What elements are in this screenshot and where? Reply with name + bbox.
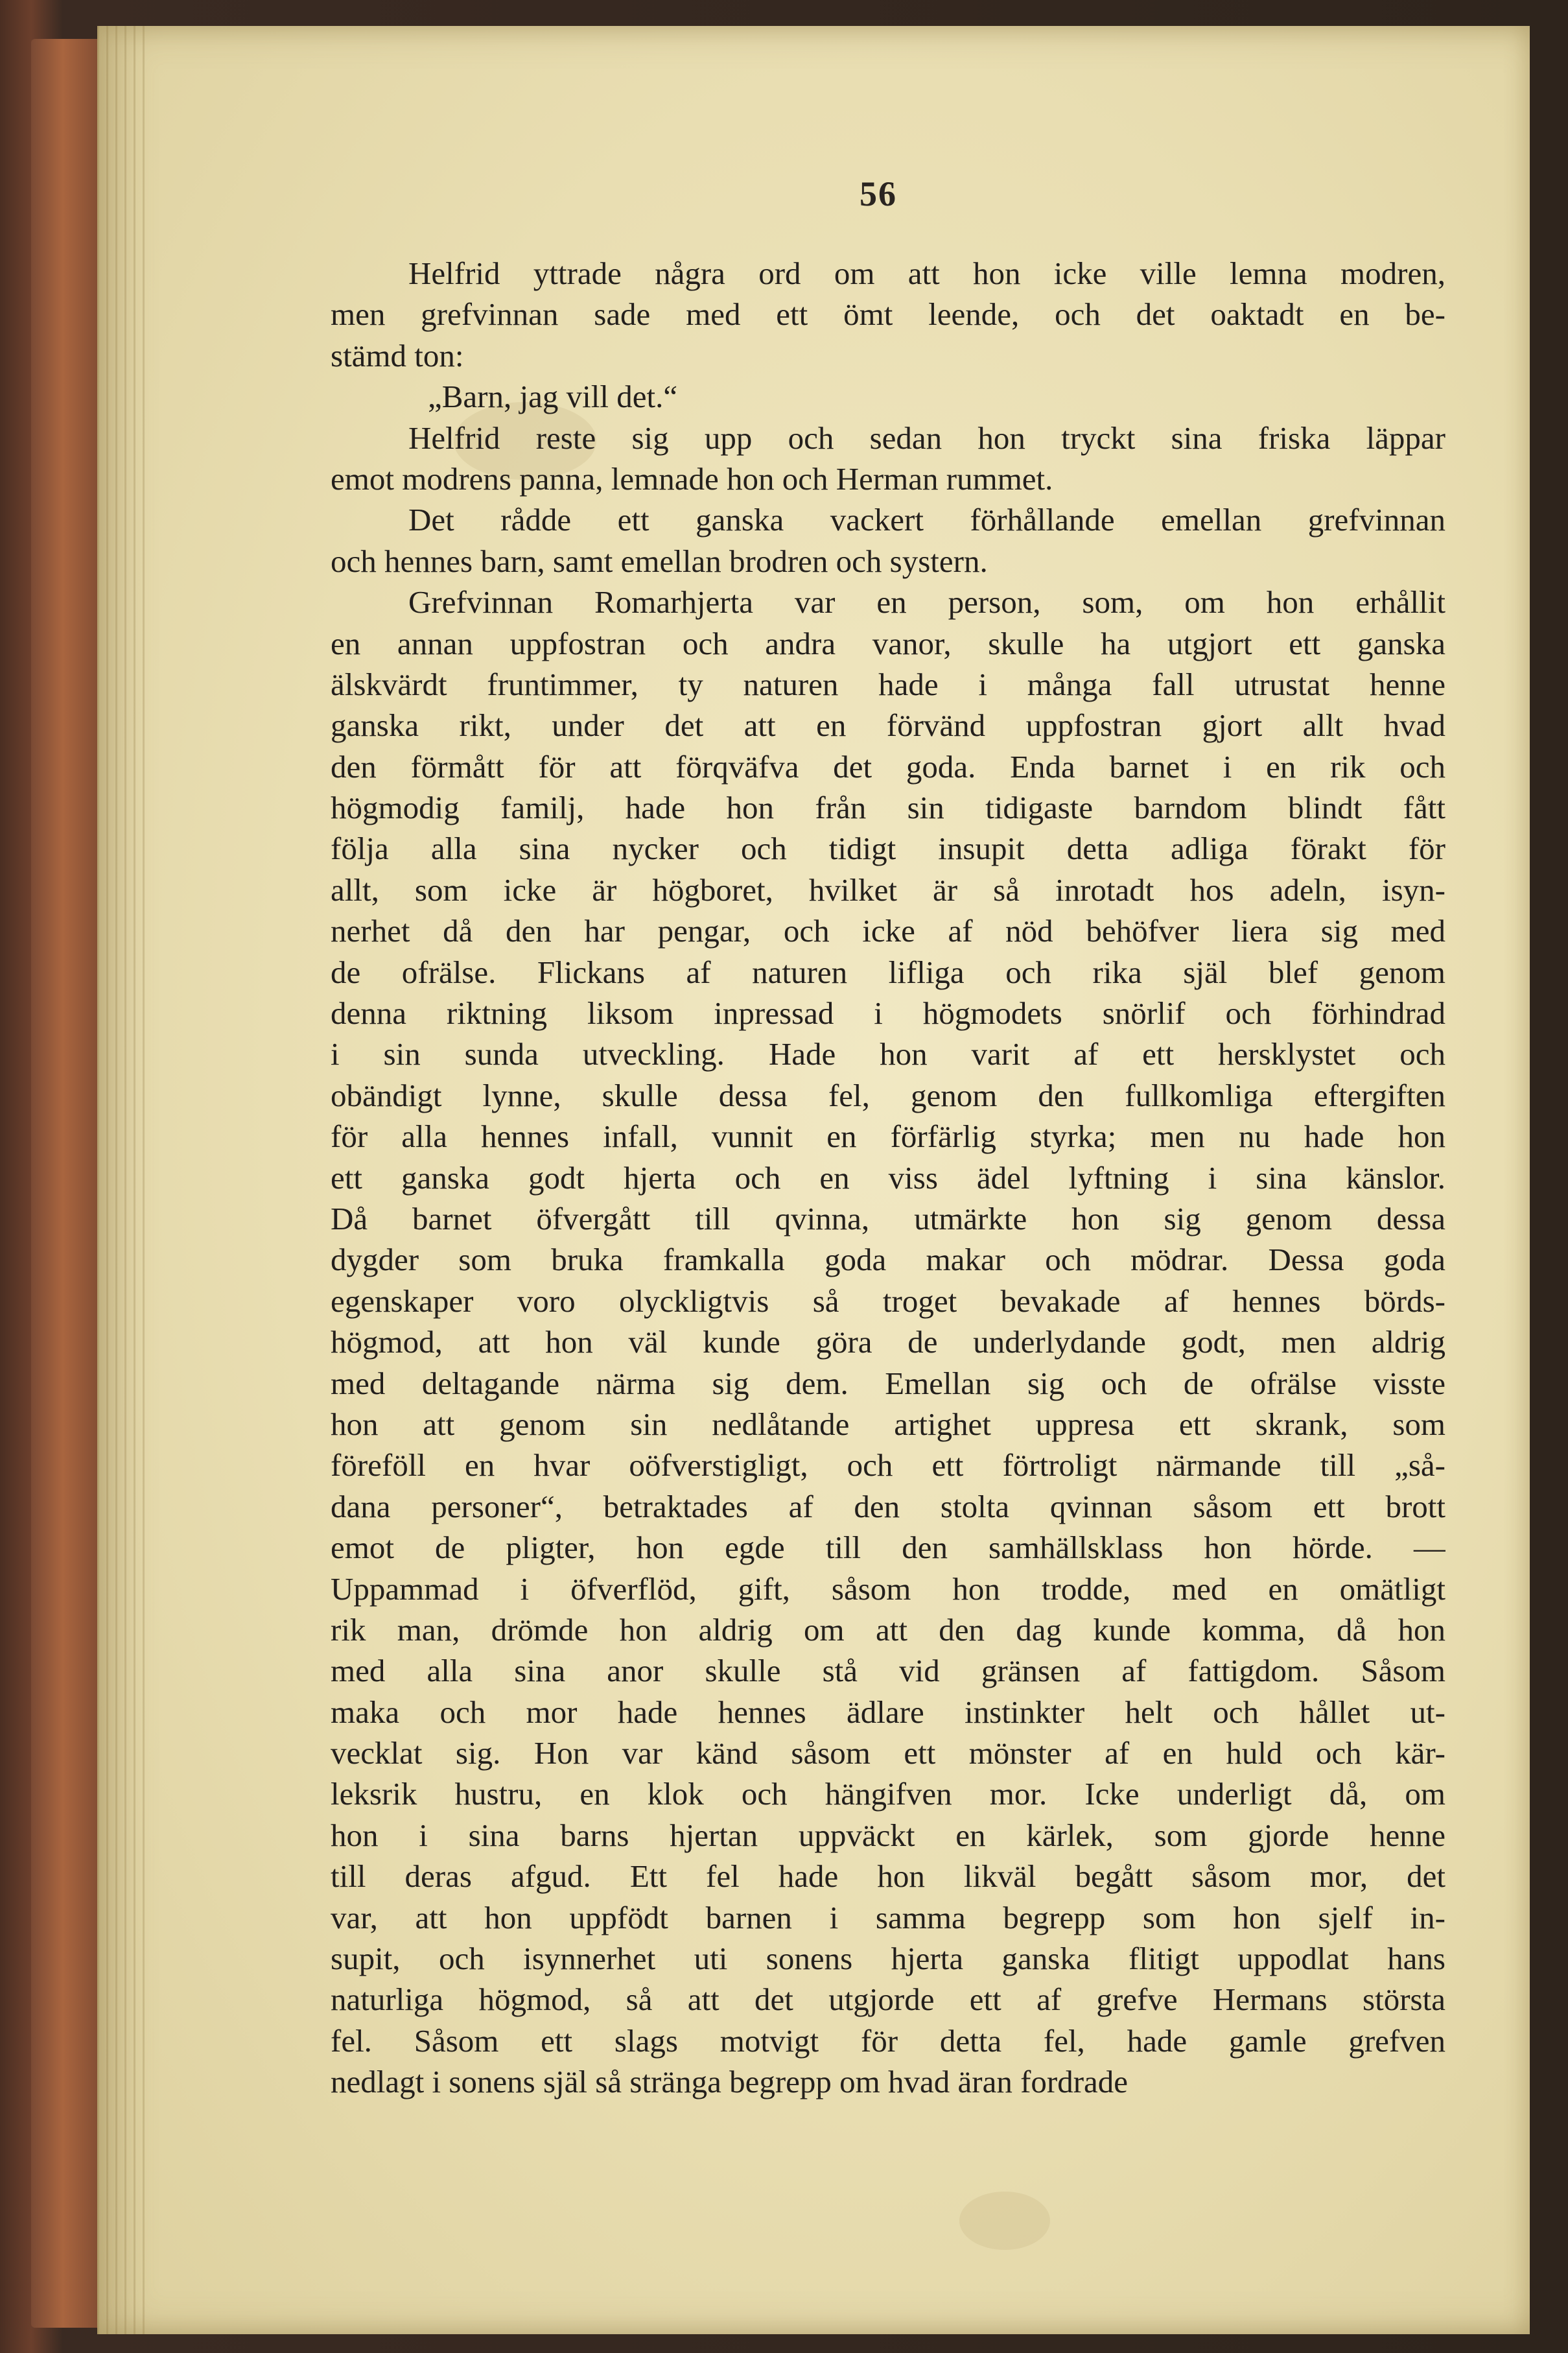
text-line: var, att hon uppfödt barnen i samma begrepp som hon sjelf in- bbox=[331, 1899, 1445, 1935]
paragraph bbox=[331, 499, 1445, 582]
text-line: hon i sina barns hjertan uppväckt en kärlek, som gjorde henne bbox=[331, 1817, 1445, 1853]
text-line: supit, och isynnerhet uti sonens hjerta ganska flitigt uppodlat hans bbox=[331, 1941, 1445, 1977]
page-gutter bbox=[97, 26, 149, 2334]
text-line: ganska rikt, under det att en förvänd uppfostran gjort allt hvad bbox=[331, 707, 1445, 744]
text-line: föreföll en hvar oöfverstigligt, och ett förtroligt närmande till „så- bbox=[331, 1447, 1445, 1484]
text-line: de ofrälse. Flickans af naturen lifliga och rika själ blef genom bbox=[331, 954, 1445, 990]
text-line: Det rådde ett ganska vackert förhållande emellan grefvinnan bbox=[408, 502, 1445, 538]
text-line: „Barn, jag vill det.“ bbox=[428, 379, 678, 415]
text-line: men grefvinnan sade med ett ömt leende, och det oaktadt en be- bbox=[331, 296, 1445, 333]
text-line: ett ganska godt hjerta och en viss ädel lyftning i sina känslor. bbox=[331, 1159, 1445, 1196]
text-line: högmodig familj, hade hon från sin tidigaste barndom blindt fått bbox=[331, 790, 1445, 826]
text-line: dana personer“, betraktades af den stolta qvinnan såsom ett brott bbox=[331, 1488, 1445, 1524]
paragraph bbox=[331, 582, 1445, 2102]
text-line: egenskaper voro olyckligtvis så troget bevakade af hennes börds- bbox=[331, 1283, 1445, 1319]
text-line: denna riktning liksom inpressad i högmodets snörlif och förhindrad bbox=[331, 995, 1445, 1032]
text-line: nerhet då den har pengar, och icke af nöd behöfver liera sig med bbox=[331, 913, 1445, 949]
text-line: Uppammad i öfverflöd, gift, såsom hon trodde, med en omätligt bbox=[331, 1570, 1445, 1607]
paragraph bbox=[331, 253, 1445, 376]
text-line: vecklat sig. Hon var känd såsom ett mönster af en huld och kär- bbox=[331, 1735, 1445, 1771]
text-line: emot modrens panna, lemnade hon och Herman rummet. bbox=[331, 460, 1053, 497]
text-line: en annan uppfostran och andra vanor, skulle ha utgjort ett ganska bbox=[331, 625, 1445, 661]
paragraph bbox=[331, 418, 1445, 500]
text-line: rik man, drömde hon aldrig om att den dag kunde komma, då hon bbox=[331, 1611, 1445, 1648]
paragraph bbox=[331, 376, 1445, 417]
text-line: följa alla sina nycker och tidigt insupit detta adliga förakt för bbox=[331, 831, 1445, 867]
text-line: Då barnet öfvergått till qvinna, utmärkte hon sig genom dessa bbox=[331, 1200, 1445, 1236]
page-number: 56 bbox=[860, 174, 897, 213]
body-text bbox=[331, 253, 1445, 2103]
text-line: den förmått för att förqväfva det goda. Enda barnet i en rik och bbox=[331, 748, 1445, 785]
text-line: dygder som bruka framkalla goda makar och mödrar. Dessa goda bbox=[331, 1242, 1445, 1278]
text-line: fel. Såsom ett slags motvigt för detta fel, hade gamle grefven bbox=[331, 2022, 1445, 2059]
text-line: maka och mor hade hennes ädlare instinkter helt och hållet ut- bbox=[331, 1694, 1445, 1730]
text-line: i sin sunda utveckling. Hade hon varit af ett hersklystet och bbox=[331, 1036, 1445, 1072]
text-line: emot de pligter, hon egde till den samhällsklass hon hörde. — bbox=[331, 1530, 1445, 1566]
text-line: nedlagt i sonens själ så stränga begrepp om hvad äran fordrade bbox=[331, 2064, 1129, 2100]
text-line: obändigt lynne, skulle dessa fel, genom den fullkomliga eftergiften bbox=[331, 1077, 1445, 1113]
text-line: stämd ton: bbox=[331, 337, 464, 373]
text-line: Grefvinnan Romarhjerta var en person, som, om hon erhållit bbox=[408, 584, 1445, 621]
text-line: till deras afgud. Ett fel hade hon likväl begått såsom mor, det bbox=[331, 1858, 1445, 1895]
text-line: Helfrid yttrade några ord om att hon icke ville lemna modren, bbox=[408, 255, 1445, 291]
text-line: och hennes barn, samt emellan brodren och systern. bbox=[331, 543, 988, 579]
text-line: för alla hennes infall, vunnit en förfärlig styrka; men nu hade hon bbox=[331, 1118, 1445, 1155]
text-line: hon att genom sin nedlåtande artighet uppresa ett skrank, som bbox=[331, 1406, 1445, 1442]
text-line: naturliga högmod, så att det utgjorde ett af grefve Hermans största bbox=[331, 1981, 1445, 2018]
text-line: leksrik hustru, en klok och hängifven mor. Icke underligt då, om bbox=[331, 1776, 1445, 1812]
text-line: älskvärdt fruntimmer, ty naturen hade i många fall utrustat henne bbox=[331, 666, 1445, 702]
text-line: högmod, att hon väl kunde göra de underlydande godt, men aldrig bbox=[331, 1324, 1445, 1360]
paper-stain bbox=[959, 2192, 1050, 2250]
text-line: med deltagande närma sig dem. Emellan sig och de ofrälse visste bbox=[331, 1365, 1445, 1401]
text-line: allt, som icke är högboret, hvilket är så inrotadt hos adeln, isyn- bbox=[331, 871, 1445, 908]
text-line: med alla sina anor skulle stå vid gränsen af fattigdom. Såsom bbox=[331, 1653, 1445, 1689]
text-line: Helfrid reste sig upp och sedan hon tryckt sina friska läppar bbox=[408, 420, 1445, 456]
